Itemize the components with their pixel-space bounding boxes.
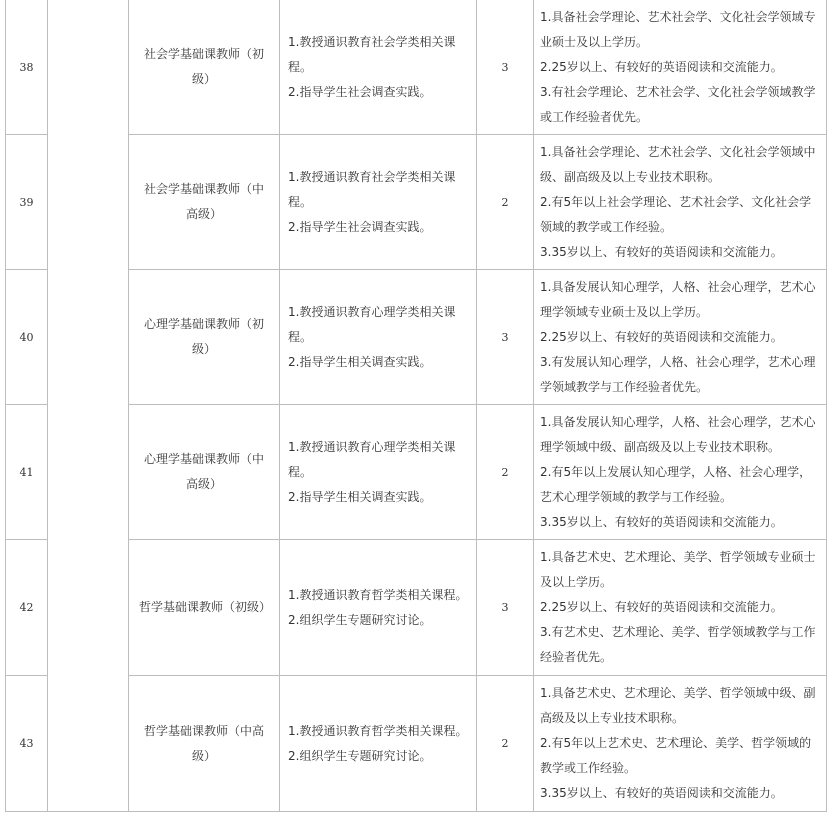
- headcount: 2: [477, 676, 534, 812]
- headcount: 3: [477, 0, 534, 135]
- position-title: 哲学基础课教师（中高级）: [129, 676, 280, 812]
- requirement-line: 2.25岁以上、有较好的英语阅读和交流能力。: [540, 329, 783, 344]
- row-number: 43: [6, 676, 48, 812]
- duty-line: 1.教授通识教育社会学类相关课程。: [288, 169, 456, 209]
- duty-line: 1.教授通识教育哲学类相关课程。: [288, 587, 468, 602]
- duty-line: 1.教授通识教育社会学类相关课程。: [288, 34, 456, 74]
- headcount: 3: [477, 540, 534, 676]
- table-row: [6, 0, 827, 135]
- position-title: 社会学基础课教师（中高级）: [129, 135, 280, 270]
- table-body: [6, 0, 827, 812]
- requirements: [534, 676, 827, 812]
- requirement-line: 2.25岁以上、有较好的英语阅读和交流能力。: [540, 600, 783, 614]
- table-row: [6, 405, 827, 540]
- row-number: 39: [6, 135, 48, 270]
- requirement-line: 2.25岁以上、有较好的英语阅读和交流能力。: [540, 59, 783, 74]
- requirement-line: 1.具备发展认知心理学，人格、社会心理学，艺术心理学领域中级、副高级及以上专业技术职称。: [540, 414, 816, 454]
- table-row: [6, 676, 827, 812]
- position-title: 哲学基础课教师（初级）: [129, 540, 280, 676]
- duty-line: 2.组织学生专题研究讨论。: [288, 612, 432, 627]
- job-duties: [280, 270, 477, 405]
- job-duties: [280, 135, 477, 270]
- job-duties: [280, 540, 477, 676]
- requirement-line: 3.35岁以上、有较好的英语阅读和交流能力。: [540, 786, 783, 800]
- requirement-line: 3.有社会学理论、艺术社会学、文化社会学领域教学或工作经验者优先。: [540, 84, 816, 124]
- department-cell: [48, 0, 129, 812]
- duty-line: 2.指导学生相关调查实践。: [288, 489, 432, 504]
- requirement-line: 1.具备社会学理论、艺术社会学、文化社会学领域专业硕士及以上学历。: [540, 9, 816, 49]
- position-title: 社会学基础课教师（初级）: [129, 0, 280, 135]
- requirement-line: 1.具备艺术史、艺术理论、美学、哲学领域中级、副高级及以上专业技术职称。: [540, 686, 816, 725]
- requirement-line: 3.35岁以上、有较好的英语阅读和交流能力。: [540, 514, 783, 529]
- position-title: 心理学基础课教师（初级）: [129, 270, 280, 405]
- requirements: [534, 540, 827, 676]
- position-title: 心理学基础课教师（中高级）: [129, 405, 280, 540]
- recruitment-table: [5, 0, 827, 812]
- requirement-line: 1.具备发展认知心理学，人格、社会心理学，艺术心理学领域专业硕士及以上学历。: [540, 279, 816, 319]
- table-row: [6, 540, 827, 676]
- requirements: [534, 270, 827, 405]
- headcount: 2: [477, 135, 534, 270]
- duty-line: 2.指导学生社会调查实践。: [288, 219, 432, 234]
- table-row: [6, 270, 827, 405]
- requirement-line: 2.有5年以上艺术史、艺术理论、美学、哲学领域的教学或工作经验。: [540, 736, 812, 775]
- requirement-line: 3.有艺术史、艺术理论、美学、哲学领域教学与工作经验者优先。: [540, 625, 816, 664]
- headcount: 3: [477, 270, 534, 405]
- requirement-line: 2.有5年以上社会学理论、艺术社会学、文化社会学领域的教学或工作经验。: [540, 194, 812, 234]
- requirement-line: 1.具备艺术史、艺术理论、美学、哲学领域专业硕士及以上学历。: [540, 550, 816, 589]
- requirements: [534, 0, 827, 135]
- duty-line: 2.指导学生相关调查实践。: [288, 354, 432, 369]
- row-number: 38: [6, 0, 48, 135]
- job-duties: [280, 405, 477, 540]
- requirement-line: 3.35岁以上、有较好的英语阅读和交流能力。: [540, 244, 783, 259]
- duty-line: 1.教授通识教育心理学类相关课程。: [288, 439, 456, 479]
- table-row: [6, 135, 827, 270]
- duty-line: 1.教授通识教育哲学类相关课程。: [288, 723, 468, 738]
- job-duties: [280, 676, 477, 812]
- row-number: 41: [6, 405, 48, 540]
- requirements: [534, 405, 827, 540]
- requirements: [534, 135, 827, 270]
- job-duties: [280, 0, 477, 135]
- requirement-line: 1.具备社会学理论、艺术社会学、文化社会学领域中级、副高级及以上专业技术职称。: [540, 144, 816, 184]
- duty-line: 2.组织学生专题研究讨论。: [288, 748, 432, 763]
- requirement-line: 2.有5年以上发展认知心理学，人格、社会心理学，艺术心理学领域的教学与工作经验。: [540, 464, 812, 504]
- duty-line: 1.教授通识教育心理学类相关课程。: [288, 304, 456, 344]
- requirement-line: 3.有发展认知心理学，人格、社会心理学，艺术心理学领域教学与工作经验者优先。: [540, 354, 816, 394]
- row-number: 42: [6, 540, 48, 676]
- row-number: 40: [6, 270, 48, 405]
- headcount: 2: [477, 405, 534, 540]
- duty-line: 2.指导学生社会调查实践。: [288, 84, 432, 99]
